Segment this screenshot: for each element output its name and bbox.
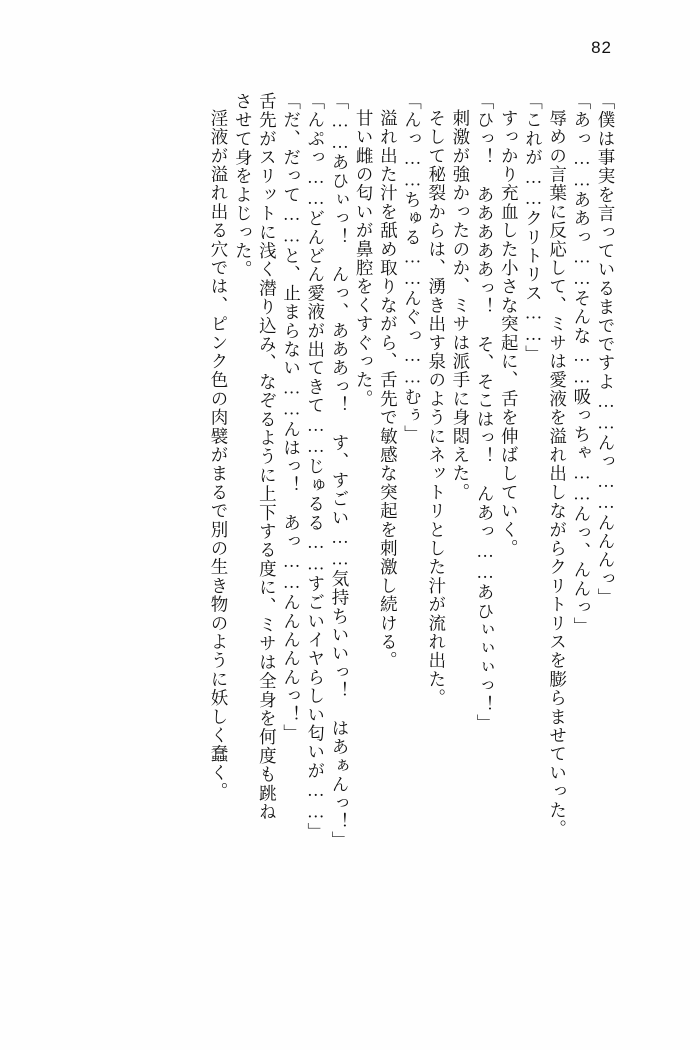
text-line: すっかり充血した小さな突起に、舌を伸ばしていく。 — [499, 109, 520, 558]
text-line: 「あっ……ああっ……そんな……吸っちゃ……んっ、んんっ」 — [571, 92, 592, 636]
text-line: 「これが……クリトリス……」 — [523, 92, 544, 364]
text-line: 「僕は事実を言っているまでですよ……んっ……んんんっ」 — [596, 92, 616, 607]
text-line: 溢れ出た汁を舐め取りながら、舌先で敏感な突起を刺激し続ける。 — [378, 109, 399, 670]
text-line: 甘い雌の匂いが鼻腔をくすぐった。 — [354, 109, 375, 409]
text-line: そして秘裂からは、湧き出す泉のようにネットリとした汁が流れ出た。 — [426, 109, 447, 708]
text-line: 「んっ……ちゅる……んぐっ……むぅ」 — [402, 92, 423, 444]
text-line: 「んぷっ……どんどん愛液が出てきて……じゅるる……すごいイヤらしい匂いが……」 — [305, 92, 326, 842]
text-line: 刺激が強かったのか、ミサは派手に身悶えた。 — [450, 109, 471, 502]
text-line: 舌先がスリットに浅く潜り込み、なぞるように上下する度に、ミサは全身を何度も跳ね — [257, 92, 278, 822]
page-number: 82 — [591, 38, 612, 57]
text-line: 「ひっ！ あああああっ！ そ、そこはっ！ んあっ……あひぃぃぃっ！」 — [475, 92, 496, 733]
vertical-text-body — [36, 92, 614, 998]
text-line: 「……あひぃっ！ んっ、あああっ！ す、すごい……気持ちいいっ！ はあぁんっ！」 — [329, 92, 350, 850]
text-line: 辱めの言葉に反応して、ミサは愛液を溢れ出しながらクリトリスを膨らませていった。 — [547, 109, 568, 839]
text-line: させて身をよじった。 — [233, 92, 254, 279]
text-line: 淫液が溢れ出る穴では、ピンク色の肉襞がまるで別の生き物のように妖しく蠢く。 — [209, 109, 229, 801]
text-line: 「だ、だって……と、止まらない……んはっ！ あっ……んんんんんっ！」 — [281, 92, 302, 743]
